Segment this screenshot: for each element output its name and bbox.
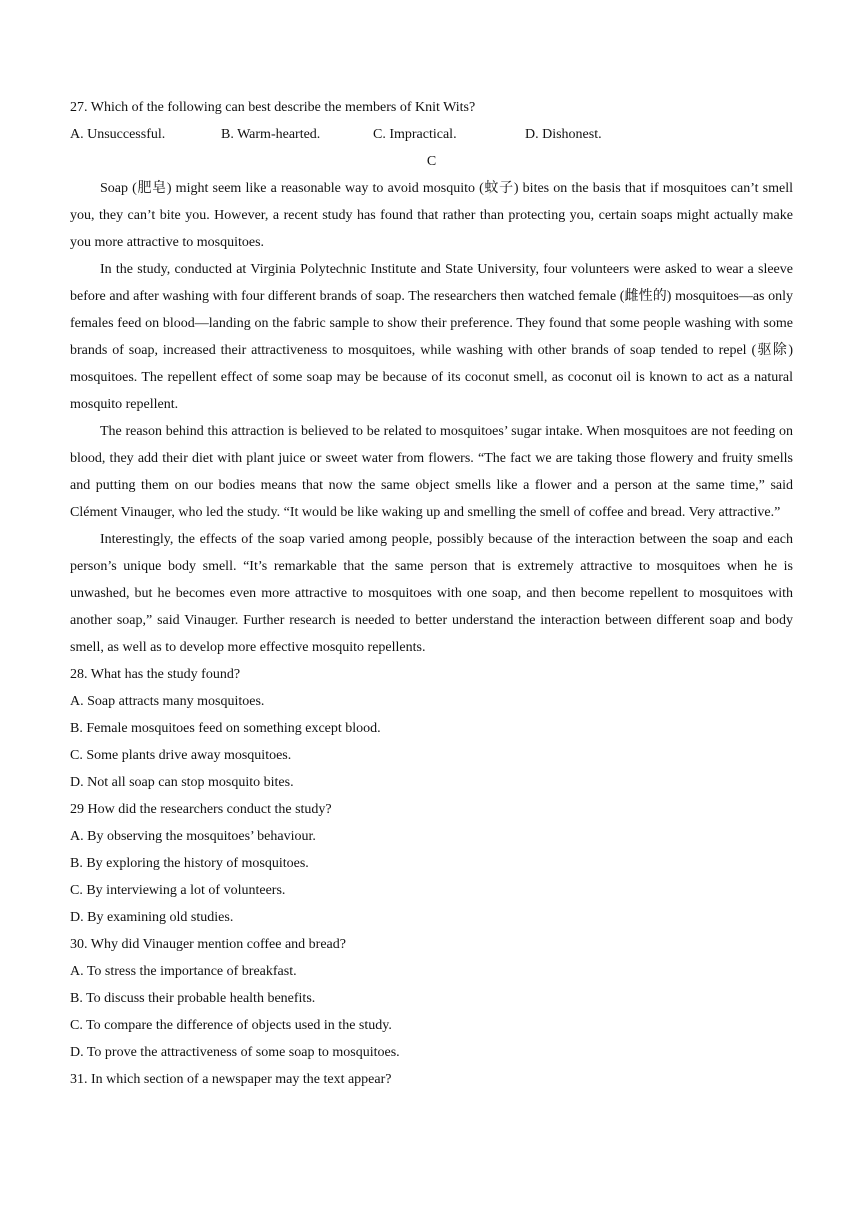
option-a: A. To stress the importance of breakfast.	[70, 964, 297, 979]
option-d: D. Not all soap can stop mosquito bites.	[70, 775, 294, 790]
question-27: 27. Which of the following can best describe the members of Knit Wits?	[70, 100, 476, 115]
passage-paragraph: Interestingly, the effects of the soap varied among people, possibly because of the interaction between the soap and each person’s unique body smell. “It’s remarkable that the same person that is extremely attractive to mosquitoes when he is unwashed, but he becomes even more attractive to mosquitoes with one soap, and then become repellent to mosquitoes with another soap,” said Vinauger. Further research is needed to better understand the interaction between different soap and body smell, as well as to develop more effective mosquito repellents.	[70, 532, 793, 655]
document-page	[70, 94, 793, 1093]
option-a: A. By observing the mosquitoes’ behaviour.	[70, 829, 316, 844]
question-27-options	[70, 121, 793, 148]
option-d: D. Dishonest.	[525, 127, 602, 142]
option-b: B. To discuss their probable health benefits.	[70, 991, 316, 1006]
section-letter: C	[426, 154, 437, 169]
passage-paragraph: The reason behind this attraction is believed to be related to mosquitoes’ sugar intake. When mosquitoes are not feeding on blood, they add their diet with plant juice or sweet water from flowers. “The fact we are taking those flowery and fruity smells and putting them on our bodies means that now the same object smells like a flower and a person at the same time,” said Clément Vinauger, who led the study. “It would be like waking up and smelling the smell of coffee and bread. Very attractive.”	[70, 424, 793, 520]
option-c: C. To compare the difference of objects used in the study.	[70, 1018, 392, 1033]
question-30: 30. Why did Vinauger mention coffee and bread?	[70, 937, 346, 952]
option-c: C. By interviewing a lot of volunteers.	[70, 883, 286, 898]
option-c: C. Impractical.	[373, 127, 457, 142]
option-b: B. Female mosquitoes feed on something except blood.	[70, 721, 381, 736]
option-b: B. By exploring the history of mosquitoes.	[70, 856, 309, 871]
passage-paragraph: Soap (肥皂) might seem like a reasonable way to avoid mosquito (蚊子) bites on the basis that if mosquitoes can’t smell you, they can’t bite you. However, a recent study has found that rather than protecting you, certain soaps might actually make you more attractive to mosquitoes.	[70, 181, 793, 250]
option-a: A. Unsuccessful.	[70, 127, 166, 142]
question-28: 28. What has the study found?	[70, 667, 241, 682]
option-c: C. Some plants drive away mosquitoes.	[70, 748, 292, 763]
option-b: B. Warm-hearted.	[221, 127, 321, 142]
passage-paragraph: In the study, conducted at Virginia Polytechnic Institute and State University, four volunteers were asked to wear a sleeve before and after washing with four different brands of soap. The researchers then watched female (雌性的) mosquitoes—as only females feed on blood—landing on the fabric sample to show their preference. They found that some people washing with some brands of soap, increased their attractiveness to mosquitoes, while washing with other brands of soap tended to repel (驱除) mosquitoes. The repellent effect of some soap may be because of its coconut smell, as coconut oil is known to act as a natural mosquito repellent.	[70, 262, 793, 412]
option-d: D. To prove the attractiveness of some soap to mosquitoes.	[70, 1045, 400, 1060]
question-29: 29 How did the researchers conduct the study?	[70, 802, 332, 817]
option-a: A. Soap attracts many mosquitoes.	[70, 694, 265, 709]
option-d: D. By examining old studies.	[70, 910, 234, 925]
question-31: 31. In which section of a newspaper may the text appear?	[70, 1072, 392, 1087]
